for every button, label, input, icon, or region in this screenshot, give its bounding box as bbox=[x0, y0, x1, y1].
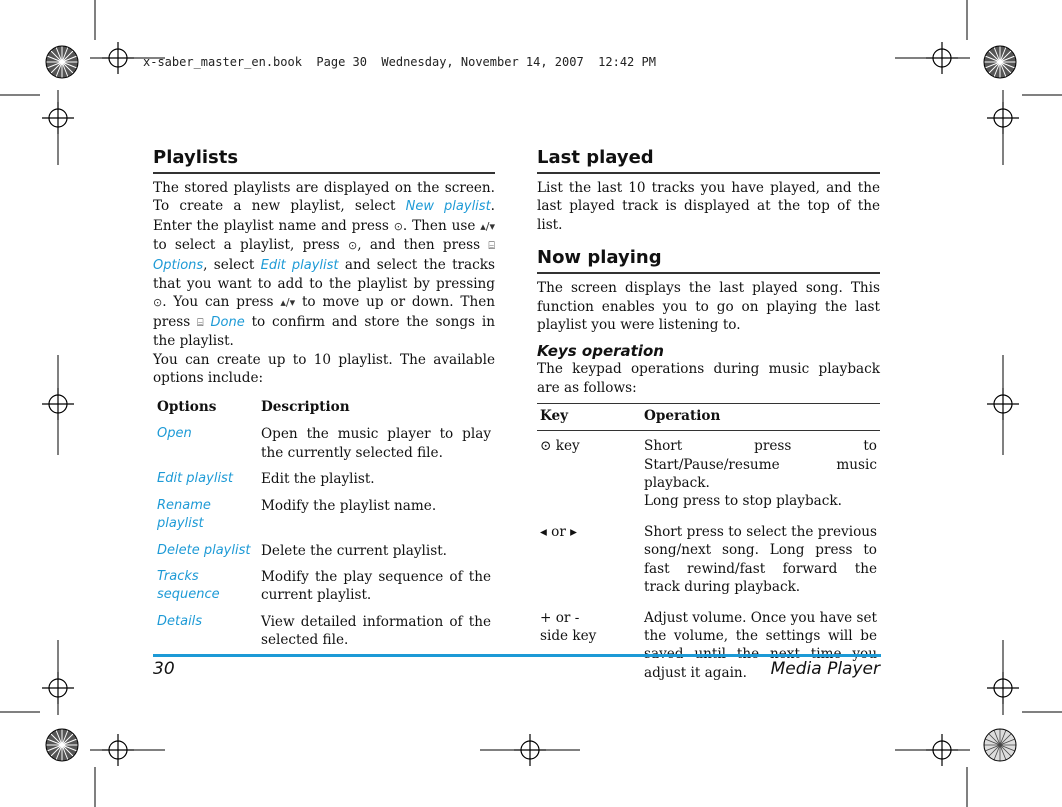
right-column bbox=[537, 146, 880, 688]
description-column-header: Description bbox=[261, 399, 350, 416]
table-row bbox=[537, 431, 880, 517]
keys-operation-table bbox=[537, 403, 880, 688]
new-playlist-term: New playlist bbox=[405, 199, 491, 215]
option-description: View detailed information of the selected file. bbox=[261, 613, 491, 649]
option-name: Tracks sequence bbox=[157, 568, 220, 603]
option-description: Modify the playlist name. bbox=[261, 497, 437, 514]
left-column bbox=[153, 146, 495, 654]
option-description: Open the music player to play the currently selected file. bbox=[261, 426, 491, 461]
option-description: Modify the play sequence of the current playlist. bbox=[261, 568, 491, 604]
playlist-options-table bbox=[153, 399, 495, 653]
table-row bbox=[153, 564, 495, 609]
done-term: Done bbox=[210, 314, 245, 330]
print-file-stamp: x-saber_master_en.book Page 30 Wednesday, November 14, 2007 12:42 PM bbox=[143, 55, 656, 69]
now-playing-text: The screen displays the last played song. This function enables you to go on playing the last playlist you were listening to. bbox=[537, 280, 880, 334]
keys-operation-heading: Keys operation bbox=[537, 342, 664, 361]
options-column-header: Options bbox=[157, 399, 217, 416]
now-playing-heading: Now playing bbox=[537, 246, 880, 274]
key-operation: Short press to select the previous song/next song. Long press to fast rewind/fast forward the track during playback. bbox=[644, 523, 877, 596]
table-row bbox=[153, 421, 495, 466]
edit-playlist-term: Edit playlist bbox=[260, 257, 339, 273]
key-name: ◂ or ▸ bbox=[540, 523, 577, 540]
key-name: ⊙ key bbox=[540, 438, 580, 455]
last-played-text: List the last 10 tracks you have played, and the last played track is displayed at the top of the list. bbox=[537, 180, 880, 233]
option-description: Edit the playlist. bbox=[261, 471, 375, 488]
keys-operation-intro: The keypad operations during music playback are as follows: bbox=[537, 361, 880, 396]
softkey-icon: ⌸ bbox=[197, 315, 204, 329]
playlists-heading: Playlists bbox=[153, 146, 495, 174]
up-down-key-icon: ▴/▾ bbox=[280, 296, 296, 310]
table-row bbox=[153, 493, 495, 538]
page-number: 30 bbox=[153, 659, 175, 679]
key-name: + or - side key bbox=[540, 609, 597, 644]
key-column-header: Key bbox=[537, 404, 641, 431]
table-row bbox=[537, 517, 880, 603]
playlists-paragraph-1: The stored playlists are displayed on the screen. To create a new playlist, select New playlist. Enter the playlist name and press ⊙. Then use ▴/▾ to select a playlist, press ⊙, and then press ⌸ Options, select Edit playlist and select the tracks that you want to add to the playlist by pressing ⊙. You can press ▴/▾ to move up or down. Then press ⌸ Done to confirm and store the songs in the playlist. bbox=[153, 180, 495, 350]
ok-key-icon: ⊙ bbox=[348, 239, 358, 253]
option-name: Open bbox=[157, 426, 192, 442]
key-operation: Short press to Start/Pause/resume music playback. Long press to stop playback. bbox=[644, 438, 877, 510]
ok-key-icon: ⊙ bbox=[393, 219, 403, 233]
key-operation: Adjust volume. Once you have set the volume, the settings will be adjust it again. bbox=[644, 609, 877, 681]
option-name: Delete playlist bbox=[157, 542, 251, 558]
operation-column-header: Operation bbox=[641, 404, 880, 431]
footer-rule bbox=[153, 654, 881, 657]
table-row bbox=[153, 538, 495, 564]
ok-key-icon: ⊙ bbox=[153, 296, 163, 310]
options-term: Options bbox=[153, 257, 204, 273]
footer-section-name: Media Player bbox=[770, 659, 880, 679]
table-row bbox=[153, 609, 495, 654]
option-name: Edit playlist bbox=[157, 471, 233, 487]
last-played-heading: Last played bbox=[537, 146, 880, 174]
table-row bbox=[153, 466, 495, 492]
option-name: Details bbox=[157, 613, 203, 629]
up-down-key-icon: ▴/▾ bbox=[480, 219, 495, 233]
softkey-icon: ⌸ bbox=[488, 239, 495, 253]
playlists-paragraph-2: You can create up to 10 playlist. The available options include: bbox=[153, 351, 495, 387]
option-name: Rename playlist bbox=[157, 497, 211, 532]
option-description: Delete the current playlist. bbox=[261, 542, 447, 559]
